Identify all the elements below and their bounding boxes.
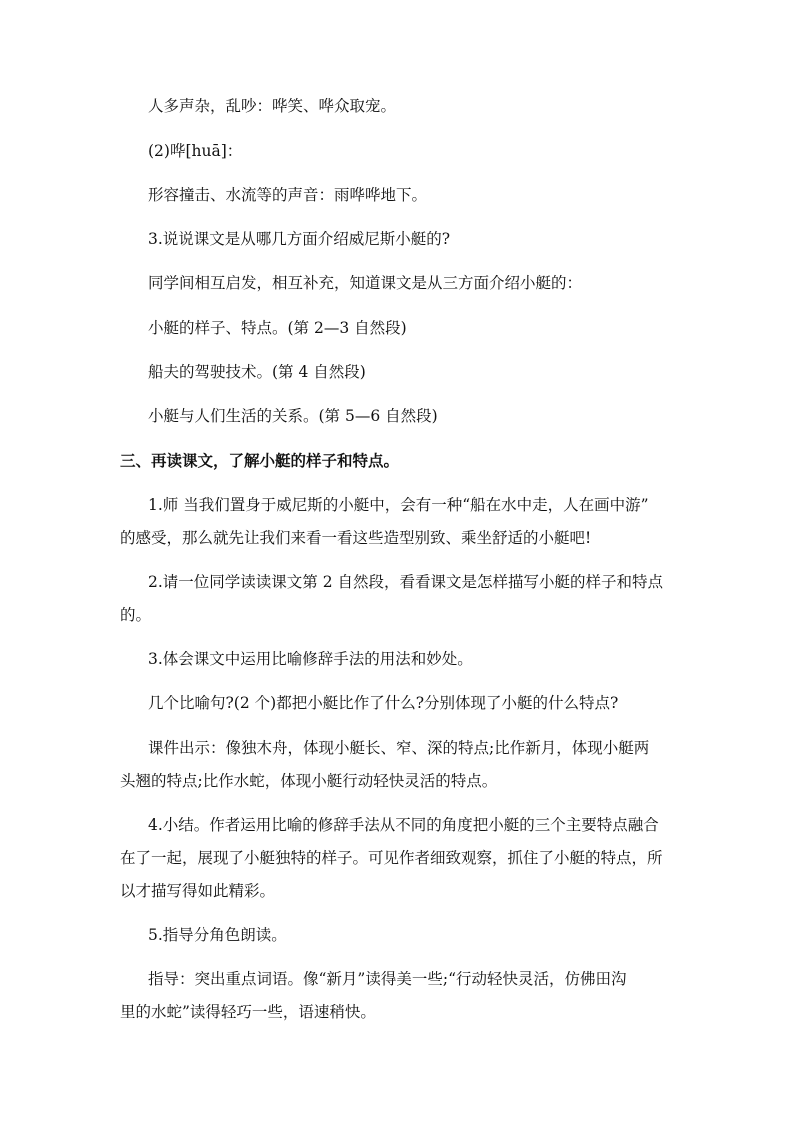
paragraph-text: 1.师 当我们置身于威尼斯的小艇中，会有一种“船在水中走，人在画中游” [148, 496, 649, 514]
paragraph-text: 船夫的驾驶技术。(第 4 自然段) [148, 363, 366, 381]
paragraph-text: 2.请一位同学读读课文第 2 自然段，看看课文是怎样描写小艇的样子和特点 [148, 573, 664, 591]
paragraph-text: 课件出示：像独木舟，体现小艇长、窄、深的特点;比作新月，体现小艇两 [148, 739, 650, 757]
paragraph-text: 4.小结。作者运用比喻的修辞手法从不同的角度把小艇的三个主要特点融合 [148, 816, 659, 834]
paragraph-text: 的感受，那么就先让我们来看一看这些造型别致、乘坐舒适的小艇吧! [120, 529, 592, 547]
paragraph-text: 的。 [120, 606, 152, 624]
paragraph-text: (2)哗[huā]： [148, 142, 243, 160]
paragraph-text: 以才描写得如此精彩。 [120, 882, 276, 900]
paragraph-text: 里的水蛇”读得轻巧一些，语速稍快。 [120, 1003, 376, 1021]
paragraph-text: 指导：突出重点词语。像“新月”读得美一些;“行动轻快灵活，仿佛田沟 [148, 970, 627, 988]
paragraph-text: 形容撞击、水流等的声音：雨哗哗地下。 [148, 186, 428, 204]
paragraph-text: 5.指导分角色朗读。 [148, 926, 287, 944]
paragraph-text: 3.体会课文中运用比喻修辞手法的用法和妙处。 [148, 650, 473, 668]
paragraph-text: 在了一起，展现了小艇独特的样子。可见作者细致观察，抓住了小艇的特点，所 [120, 849, 663, 867]
paragraph-text: 小艇的样子、特点。(第 2—3 自然段) [148, 319, 407, 337]
paragraph-text: 头翘的特点;比作水蛇，体现小艇行动轻快灵活的特点。 [120, 772, 498, 790]
paragraph-text: 几个比喻句?(2 个)都把小艇比作了什么?分别体现了小艇的什么特点? [148, 694, 619, 712]
paragraph-text: 同学间相互启发，相互补充，知道课文是从三方面介绍小艇的： [148, 274, 583, 292]
paragraph-text: 小艇与人们生活的关系。(第 5—6 自然段) [148, 407, 438, 425]
paragraph-text: 人多声杂，乱吵：哗笑、哗众取宠。 [148, 97, 397, 115]
paragraph-text: 3.说说课文是从哪几方面介绍威尼斯小艇的? [148, 230, 451, 248]
section-heading: 三、再读课文，了解小艇的样子和特点。 [120, 451, 400, 470]
